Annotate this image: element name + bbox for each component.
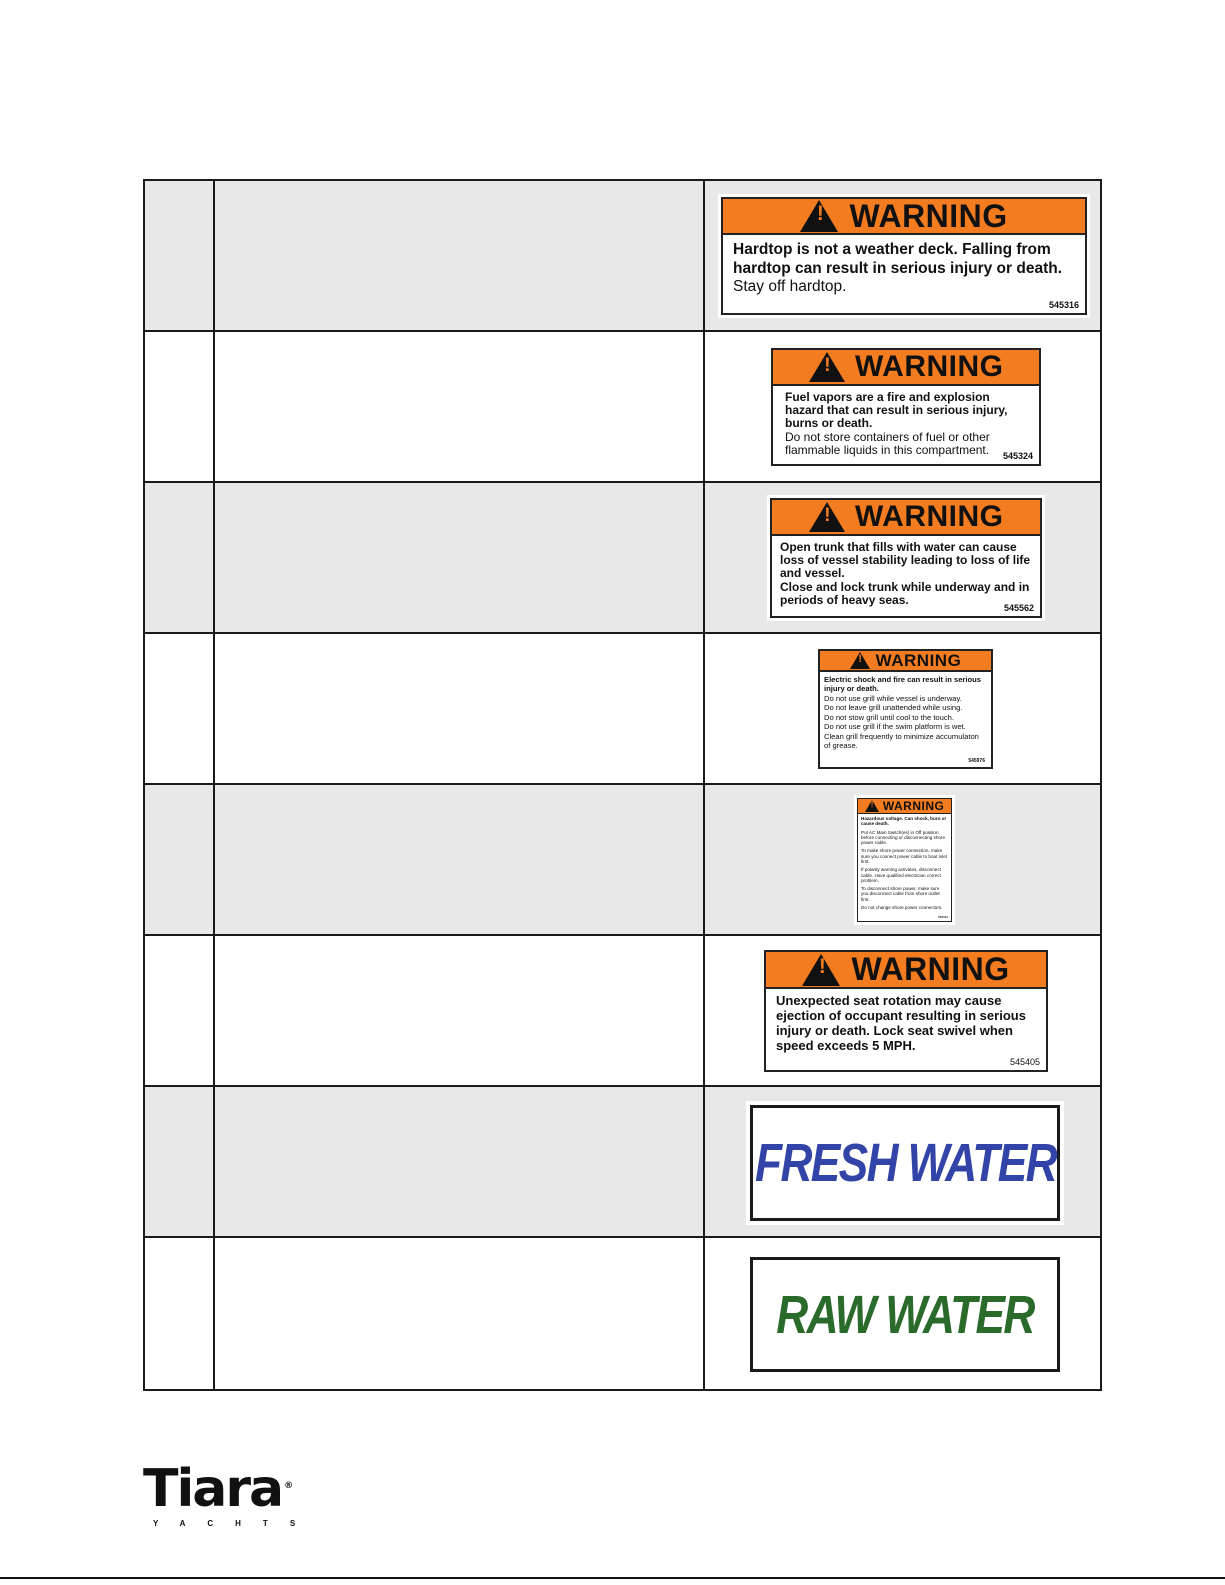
warning-line: To make shore power connection, make sure you connect power cable to boat inlet first. xyxy=(861,848,948,864)
label-part-number: 545405 xyxy=(1009,1057,1040,1067)
description-cell xyxy=(215,1238,705,1389)
label-part-number: 545976 xyxy=(968,758,985,764)
image-cell xyxy=(705,181,1100,330)
item-number-cell xyxy=(145,1238,215,1389)
warning-hazard-text: Fuel vapors are a fire and explosion hazard that can result in serious injury, burns or death. xyxy=(785,390,1008,431)
logo-wordmark: Tiara ® xyxy=(143,1459,292,1519)
decal-table xyxy=(143,179,1102,1391)
table-row xyxy=(145,785,1100,936)
label-part-number: 545562 xyxy=(1003,603,1034,613)
fresh-water-label xyxy=(750,1105,1060,1221)
table-row xyxy=(145,181,1100,332)
warning-line: To disconnect shore power, make sure you disconnect cable from shore outlet first. xyxy=(861,886,940,902)
warning-triangle-icon xyxy=(802,954,840,986)
warning-header: ! WARNING xyxy=(820,651,991,672)
warning-triangle-icon xyxy=(800,200,838,232)
warning-triangle-icon xyxy=(850,652,870,669)
item-number-cell xyxy=(145,483,215,632)
image-cell xyxy=(705,936,1100,1085)
label-part-number: 545316 xyxy=(1048,300,1079,310)
warning-hazard-text: Hazardous voltage. Can shock, burn or cause death. xyxy=(861,816,947,827)
table-row xyxy=(145,483,1100,634)
warning-header: ! WARNING xyxy=(773,350,1039,386)
label-part-number: 545112 xyxy=(938,915,948,919)
warning-hazard-text: Unexpected seat rotation may cause ejection of occupant resulting in serious injury or death. Lock seat swivel when speed exceeds 5 MPH. xyxy=(776,993,1026,1053)
item-number-cell xyxy=(145,332,215,481)
raw-water-label xyxy=(750,1257,1060,1372)
item-number-cell xyxy=(145,634,215,783)
image-cell xyxy=(705,332,1100,481)
page-bottom-rule xyxy=(0,1577,1225,1579)
fresh-water-text: FRESH WATER xyxy=(754,1133,1056,1193)
item-number-cell xyxy=(145,936,215,1085)
image-cell xyxy=(705,634,1100,783)
warning-triangle-icon xyxy=(809,502,845,532)
description-cell xyxy=(215,936,705,1085)
warning-header: ! WARNING xyxy=(723,199,1085,235)
table-row xyxy=(145,1238,1100,1389)
description-cell xyxy=(215,483,705,632)
description-cell xyxy=(215,332,705,481)
table-row xyxy=(145,936,1100,1087)
item-number-cell xyxy=(145,1087,215,1236)
logo-subtitle: YACHTS xyxy=(153,1519,318,1528)
image-cell xyxy=(705,1087,1100,1236)
warning-header: ! WARNING xyxy=(766,952,1046,989)
description-cell xyxy=(215,785,705,934)
warning-label-seat-swivel xyxy=(764,950,1048,1072)
warning-line: Do not change shore power connectors. xyxy=(861,904,943,910)
warning-instruction-text: Stay off hardtop. xyxy=(733,278,847,296)
label-part-number: 545324 xyxy=(1002,451,1033,461)
warning-label-hardtop xyxy=(721,197,1087,315)
warning-triangle-icon xyxy=(865,800,879,812)
warning-line: Clean grill frequently to minimize accumulaton of grease. xyxy=(824,731,979,751)
warning-hazard-text: Open trunk that fills with water can cause loss of vessel stability leading to loss of life and vessel. xyxy=(780,540,1031,581)
warning-label-shore-power xyxy=(857,798,952,922)
warning-line: Do not use grill if the swim platform is wet. xyxy=(824,722,966,732)
warning-header: ! WARNING xyxy=(772,500,1040,536)
image-cell xyxy=(705,785,1100,934)
warning-instruction-text: Close and lock trunk while underway and in periods of heavy seas. xyxy=(780,579,1030,607)
description-cell xyxy=(215,181,705,330)
warning-line: If polarity warning activates, disconnect cable. Have qualified electrician correct problem. xyxy=(861,867,941,883)
tiara-yachts-logo xyxy=(143,1459,318,1528)
warning-line: Put AC Main Switch(es) in Off position before connecting or disconnecting shore power cable. xyxy=(861,829,946,846)
warning-header: ! WARNING xyxy=(858,799,951,814)
warning-label-grill xyxy=(818,649,993,769)
warning-line: Do not leave grill unattended while using. xyxy=(824,703,963,713)
description-cell xyxy=(215,634,705,783)
warning-hazard-text: Hardtop is not a weather deck. Falling from hardtop can result in serious injury or death. xyxy=(733,241,1063,277)
warning-triangle-icon xyxy=(809,352,845,382)
warning-label-trunk xyxy=(770,498,1042,618)
item-number-cell xyxy=(145,181,215,330)
table-row xyxy=(145,332,1100,483)
image-cell xyxy=(705,1238,1100,1389)
warning-label-fuel-vapors xyxy=(771,348,1041,466)
item-number-cell xyxy=(145,785,215,934)
table-row xyxy=(145,634,1100,785)
warning-instruction-text: Do not store containers of fuel or other flammable liquids in this compartment. xyxy=(785,429,990,457)
warning-line: Do not use grill while vessel is underway. xyxy=(824,693,962,703)
raw-water-text: RAW WATER xyxy=(776,1284,1034,1345)
description-cell xyxy=(215,1087,705,1236)
image-cell xyxy=(705,483,1100,632)
warning-line: Do not stow grill until cool to the touch. xyxy=(824,712,955,722)
table-row xyxy=(145,1087,1100,1238)
warning-hazard-text: Electric shock and fire can result in serious injury or death. xyxy=(824,675,981,694)
